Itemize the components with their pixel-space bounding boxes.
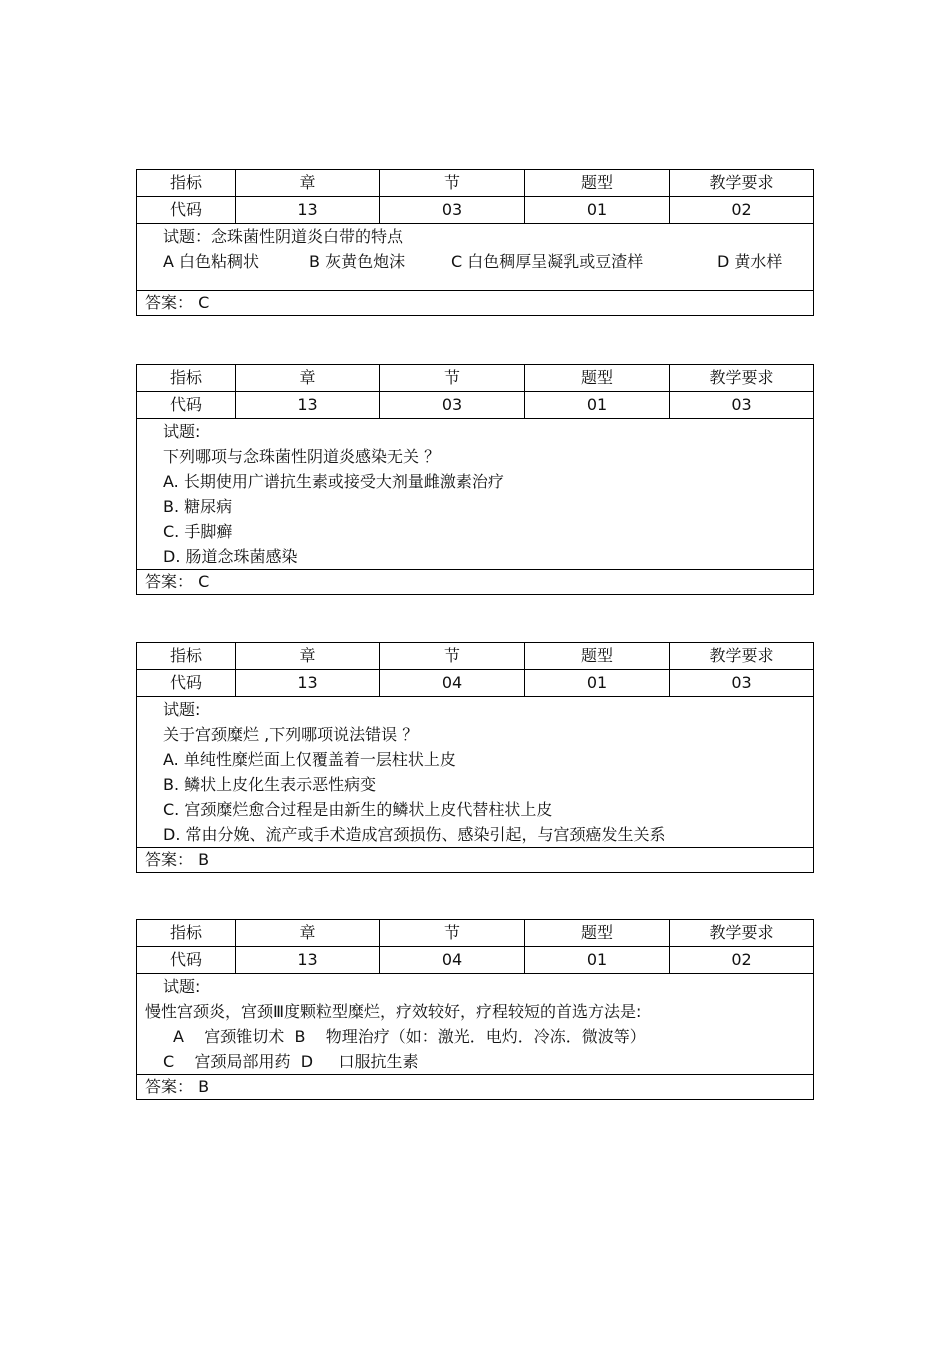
code-row xyxy=(137,670,813,697)
header-indicator: 指标 xyxy=(137,643,236,669)
option-b: B. 糖尿病 xyxy=(163,497,233,516)
code-section: 04 xyxy=(380,947,525,973)
question-body xyxy=(137,224,813,291)
option-b: B 灰黄色炮沫 xyxy=(309,252,406,271)
code-teaching-requirement: 03 xyxy=(731,673,752,692)
code-question-type: 01 xyxy=(525,392,670,418)
question-body xyxy=(137,697,813,848)
code-question-type: 01 xyxy=(525,947,670,973)
header-question-type: 题型 xyxy=(525,170,670,196)
question-body xyxy=(137,974,813,1075)
code-chapter: 13 xyxy=(236,197,380,223)
header-teaching-requirement: 教学要求 xyxy=(709,923,774,942)
code-row xyxy=(137,197,813,224)
header-row xyxy=(137,365,813,392)
code-label: 代码 xyxy=(137,947,236,973)
header-indicator: 指标 xyxy=(137,920,236,946)
code-label: 代码 xyxy=(137,392,236,418)
option-line-ab: A 宫颈锥切术 B 物理治疗（如：激光．电灼．冷冻．微波等） xyxy=(173,1027,646,1046)
code-chapter: 13 xyxy=(236,392,380,418)
code-label: 代码 xyxy=(137,197,236,223)
code-teaching-requirement: 02 xyxy=(731,200,752,219)
header-row xyxy=(137,170,813,197)
answer: 答案： B xyxy=(145,850,210,869)
code-question-type: 01 xyxy=(525,197,670,223)
header-row xyxy=(137,643,813,670)
option-c: C. 宫颈糜烂愈合过程是由新生的鳞状上皮代替柱状上皮 xyxy=(163,800,553,819)
question-stem: 关于宫颈糜烂 ,下列哪项说法错误 ？ xyxy=(163,725,419,744)
header-indicator: 指标 xyxy=(137,365,236,391)
question-stem: 试题：念珠菌性阴道炎白带的特点 xyxy=(163,227,404,246)
option-a: A 白色粘稠状 xyxy=(163,252,260,271)
question-label: 试题: xyxy=(163,700,201,719)
option-b: B. 鳞状上皮化生表示恶性病变 xyxy=(163,775,377,794)
header-teaching-requirement: 教学要求 xyxy=(709,173,774,192)
header-section: 节 xyxy=(380,920,525,946)
header-chapter: 章 xyxy=(236,643,380,669)
option-line-cd: C 宫颈局部用药 D 口服抗生素 xyxy=(163,1052,419,1071)
question-label: 试题: xyxy=(163,977,201,996)
question-table-4 xyxy=(136,919,814,1100)
question-stem: 慢性宫颈炎，宫颈Ⅲ度颗粒型糜烂，疗效较好，疗程较短的首选方法是: xyxy=(145,1002,642,1021)
option-c: C. 手脚癣 xyxy=(163,522,233,541)
header-indicator: 指标 xyxy=(137,170,236,196)
header-chapter: 章 xyxy=(236,365,380,391)
code-section: 03 xyxy=(380,392,525,418)
header-chapter: 章 xyxy=(236,920,380,946)
header-question-type: 题型 xyxy=(525,920,670,946)
header-section: 节 xyxy=(380,170,525,196)
answer: 答案： C xyxy=(145,293,210,312)
code-teaching-requirement: 03 xyxy=(731,395,752,414)
header-section: 节 xyxy=(380,365,525,391)
code-row xyxy=(137,947,813,974)
question-label: 试题: xyxy=(163,422,201,441)
code-row xyxy=(137,392,813,419)
code-section: 03 xyxy=(380,197,525,223)
header-teaching-requirement: 教学要求 xyxy=(709,646,774,665)
code-chapter: 13 xyxy=(236,947,380,973)
option-a: A. 单纯性糜烂面上仅覆盖着一层柱状上皮 xyxy=(163,750,456,769)
header-row xyxy=(137,920,813,947)
option-d: D. 常由分娩、流产或手术造成宫颈损伤、感染引起，与宫颈癌发生关系 xyxy=(163,825,666,844)
code-label: 代码 xyxy=(137,670,236,696)
answer: 答案： B xyxy=(145,1077,210,1096)
code-chapter: 13 xyxy=(236,670,380,696)
question-body xyxy=(137,419,813,570)
answer: 答案： C xyxy=(145,572,210,591)
option-a: A. 长期使用广谱抗生素或接受大剂量雌激素治疗 xyxy=(163,472,504,491)
option-d: D 黄水样 xyxy=(717,252,783,271)
header-teaching-requirement: 教学要求 xyxy=(709,368,774,387)
header-section: 节 xyxy=(380,643,525,669)
header-chapter: 章 xyxy=(236,170,380,196)
header-question-type: 题型 xyxy=(525,365,670,391)
question-stem: 下列哪项与念珠菌性阴道炎感染无关 ？ xyxy=(163,447,441,466)
question-table-3 xyxy=(136,642,814,873)
option-c: C 白色稠厚呈凝乳或豆渣样 xyxy=(451,252,644,271)
question-table-1 xyxy=(136,169,814,316)
code-question-type: 01 xyxy=(525,670,670,696)
code-teaching-requirement: 02 xyxy=(731,950,752,969)
question-table-2 xyxy=(136,364,814,595)
option-line xyxy=(163,249,813,274)
option-d: D. 肠道念珠菌感染 xyxy=(163,547,298,566)
code-section: 04 xyxy=(380,670,525,696)
header-question-type: 题型 xyxy=(525,643,670,669)
